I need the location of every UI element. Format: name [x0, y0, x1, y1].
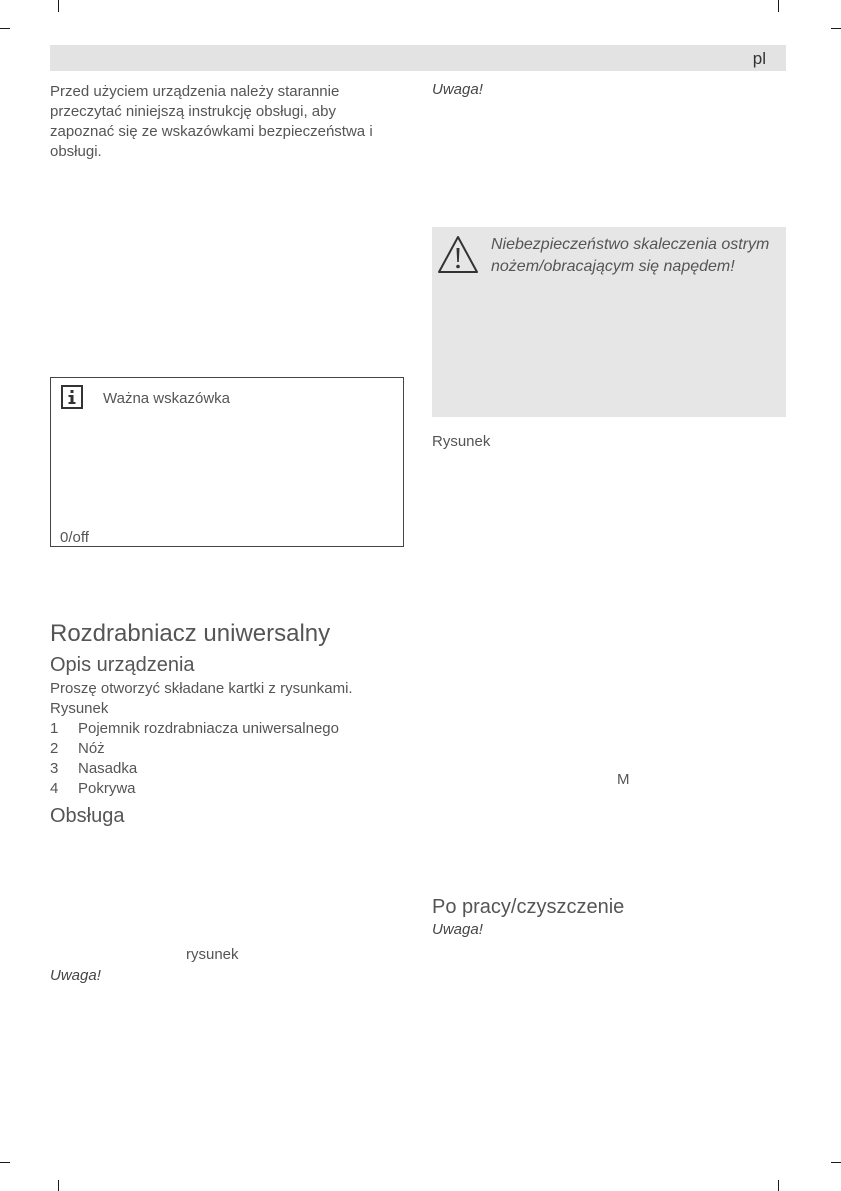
list-item [50, 779, 339, 799]
cleaning-heading: Po pracy/czyszczenie [432, 896, 625, 918]
language-code: pl [752, 49, 766, 68]
crop-mark-left-top [0, 28, 10, 29]
info-box-title: Ważna wskazówka [103, 390, 230, 407]
warning-triangle-icon [436, 233, 480, 282]
part-number: 3 [50, 760, 59, 777]
intro-text: Przed użyciem urządzenia należy starannie przeczytać niniejszą instrukcję obsługi, aby zapoznać się ze wskazówkami bezpieczeństwa i obsługi. [50, 83, 373, 160]
danger-box [432, 227, 786, 417]
list-item [50, 739, 339, 759]
crop-mark-bottom-left [58, 1180, 59, 1191]
page-header-bar [50, 45, 786, 71]
part-number: 4 [50, 780, 59, 797]
figure-label-left: Rysunek [50, 700, 109, 717]
crop-mark-top-left [58, 0, 59, 12]
danger-text: Niebezpieczeństwo skaleczenia ostrym nożem/obracającym się napędem! [491, 236, 770, 275]
part-label: Pokrywa [78, 780, 136, 797]
part-number: 2 [50, 740, 59, 757]
crop-mark-right-top [831, 28, 841, 29]
info-icon [61, 385, 83, 409]
warning-top: Uwaga! [432, 81, 483, 98]
parts-list [50, 719, 339, 799]
list-item [50, 719, 339, 739]
operation-warning: Uwaga! [50, 967, 101, 984]
operation-heading: Obsługa [50, 805, 125, 827]
open-pages-text: Proszę otworzyć składane kartki z rysunkami. [50, 680, 353, 697]
description-heading: Opis urządzenia [50, 654, 195, 676]
figure-label-right: Rysunek [432, 433, 491, 450]
crop-mark-left-bottom [0, 1162, 10, 1163]
part-label: Pojemnik rozdrabniacza uniwersalnego [78, 720, 339, 737]
main-title: Rozdrabniacz uniwersalny [50, 620, 331, 647]
cleaning-warning: Uwaga! [432, 921, 483, 938]
crop-mark-bottom-right [778, 1180, 779, 1191]
part-number: 1 [50, 720, 59, 737]
part-label: Nóż [78, 740, 105, 757]
crop-mark-top-right [778, 0, 779, 12]
crop-mark-right-bottom [831, 1162, 841, 1163]
info-box [50, 377, 404, 547]
part-label: Nasadka [78, 760, 138, 777]
figure-reference: rysunek [186, 946, 239, 963]
m-label: M [617, 771, 630, 788]
list-item [50, 759, 339, 779]
info-box-footer: 0/off [60, 529, 89, 546]
